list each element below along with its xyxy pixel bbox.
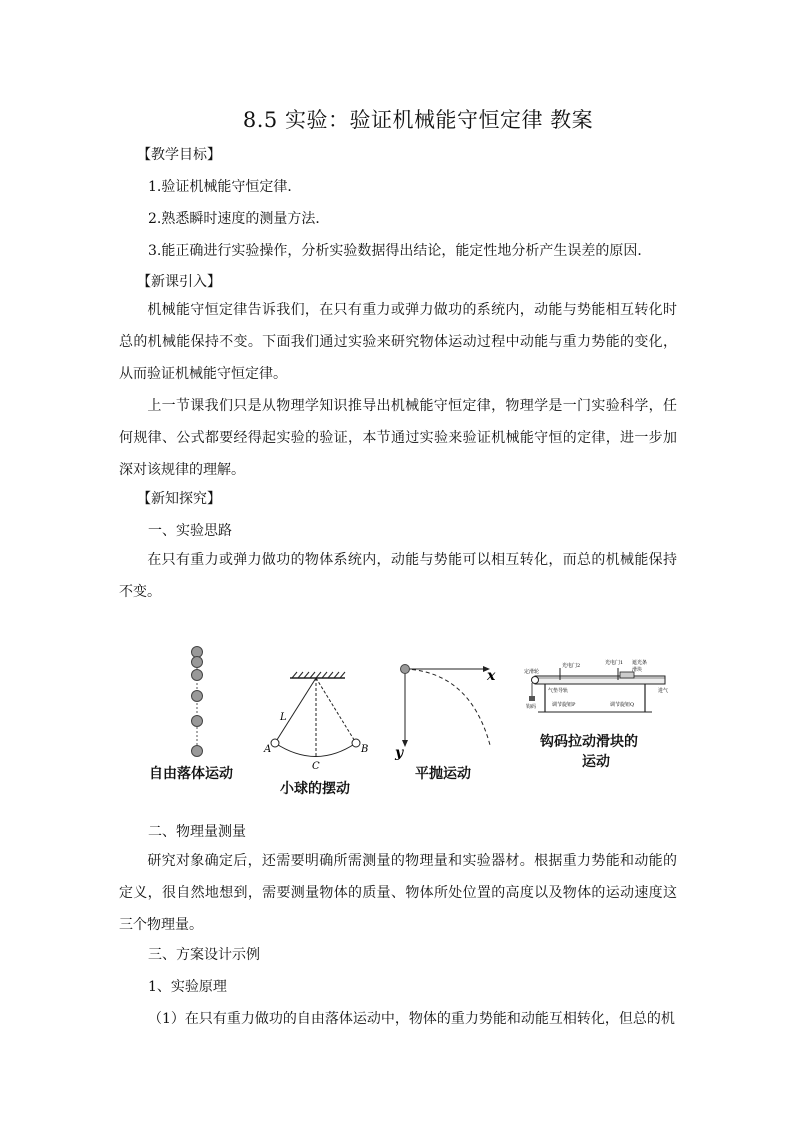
subsection-1-title: 一、实验思路 xyxy=(148,523,232,539)
axis-label-y: y xyxy=(395,745,404,761)
goal-item-1: 1.验证机械能守恒定律． xyxy=(148,179,302,195)
slider-label-track: 气垫导轨 xyxy=(548,688,569,694)
slider-apparatus-figure xyxy=(524,659,668,712)
subsection-3-1-title: 1、实验原理 xyxy=(148,979,227,995)
pendulum-label-c: C xyxy=(312,761,320,772)
slider-label-gate2: 光电门2 xyxy=(562,663,581,669)
slider-label-strip: 遮光条 xyxy=(632,660,648,666)
pendulum-label-b: B xyxy=(361,744,369,755)
pendulum-label-a: A xyxy=(264,744,272,755)
intro-paragraph-2 xyxy=(119,390,677,486)
caption-slider-line2: 运动 xyxy=(582,754,610,770)
goals-heading: 【教学目标】 xyxy=(137,147,221,163)
subsection-3-1-paragraph: （1）在只有重力做功的自由落体运动中，物体的重力势能和动能互相转化，但总的机 xyxy=(148,1011,675,1027)
intro-heading: 【新课引入】 xyxy=(137,274,221,290)
pendulum-label-l: L xyxy=(280,712,287,723)
caption-free-fall: 自由落体运动 xyxy=(149,766,233,782)
subsection-2-paragraph xyxy=(119,845,677,941)
caption-projectile: 平抛运动 xyxy=(415,766,471,782)
slider-label-gate1: 光电门1 xyxy=(605,660,624,666)
subsection-1-paragraph xyxy=(119,544,677,608)
goal-item-2: 2.熟悉瞬时速度的测量方法． xyxy=(148,211,330,227)
explore-heading: 【新知探究】 xyxy=(137,491,221,507)
subsection-1-text: 在只有重力或弹力做功的物体系统内，动能与势能可以相互转化，而总的机械能保持不变。 xyxy=(119,552,677,600)
caption-slider-line1: 钩码拉动滑块的 xyxy=(540,734,638,750)
slider-label-screw-q: 调节旋钮Q xyxy=(610,702,635,708)
free-fall-figure xyxy=(192,647,203,757)
slider-label-mass: 钩码 xyxy=(526,704,537,710)
page-title: 8.5 实验：验证机械能守恒定律 教案 xyxy=(242,108,594,132)
subsection-3-title: 三、方案设计示例 xyxy=(148,947,260,963)
intro-paragraph-1-text: 机械能守恒定律告诉我们，在只有重力或弹力做功的系统内，动能与势能相互转化时总的机械能保持不变。下面我们通过实验来研究物体运动过程中动能与重力势能的变化，从而验证机械能守恒定律。 xyxy=(119,302,677,382)
caption-pendulum: 小球的摆动 xyxy=(280,781,350,797)
subsection-2-text: 研究对象确定后，还需要明确所需测量的物理量和实验器材。根据重力势能和动能的定义，很自然地想到，需要测量物体的质量、物体所处位置的高度以及物体的运动速度这三个物理量。 xyxy=(119,853,677,933)
slider-label-slider: 滑块 xyxy=(632,667,643,673)
goal-item-3: 3.能正确进行实验操作，分析实验数据得出结论，能定性地分析产生误差的原因． xyxy=(148,243,652,259)
axis-label-x: x xyxy=(487,668,496,684)
intro-paragraph-1 xyxy=(119,294,677,390)
slider-label-air: 进气 xyxy=(658,688,669,694)
slider-label-pulley: 定滑轮 xyxy=(524,669,540,675)
slider-label-screw-p: 调节旋钮P xyxy=(552,702,576,708)
intro-paragraph-2-text: 上一节课我们只是从物理学知识推导出机械能守恒定律，物理学是一门实验科学，任何规律、公式都要经得起实验的验证，本节通过实验来验证机械能守恒的定律，进一步加深对该规律的理解。 xyxy=(119,398,677,478)
projectile-figure xyxy=(394,665,496,762)
subsection-2-title: 二、物理量测量 xyxy=(148,824,246,840)
pendulum-figure xyxy=(263,672,368,772)
